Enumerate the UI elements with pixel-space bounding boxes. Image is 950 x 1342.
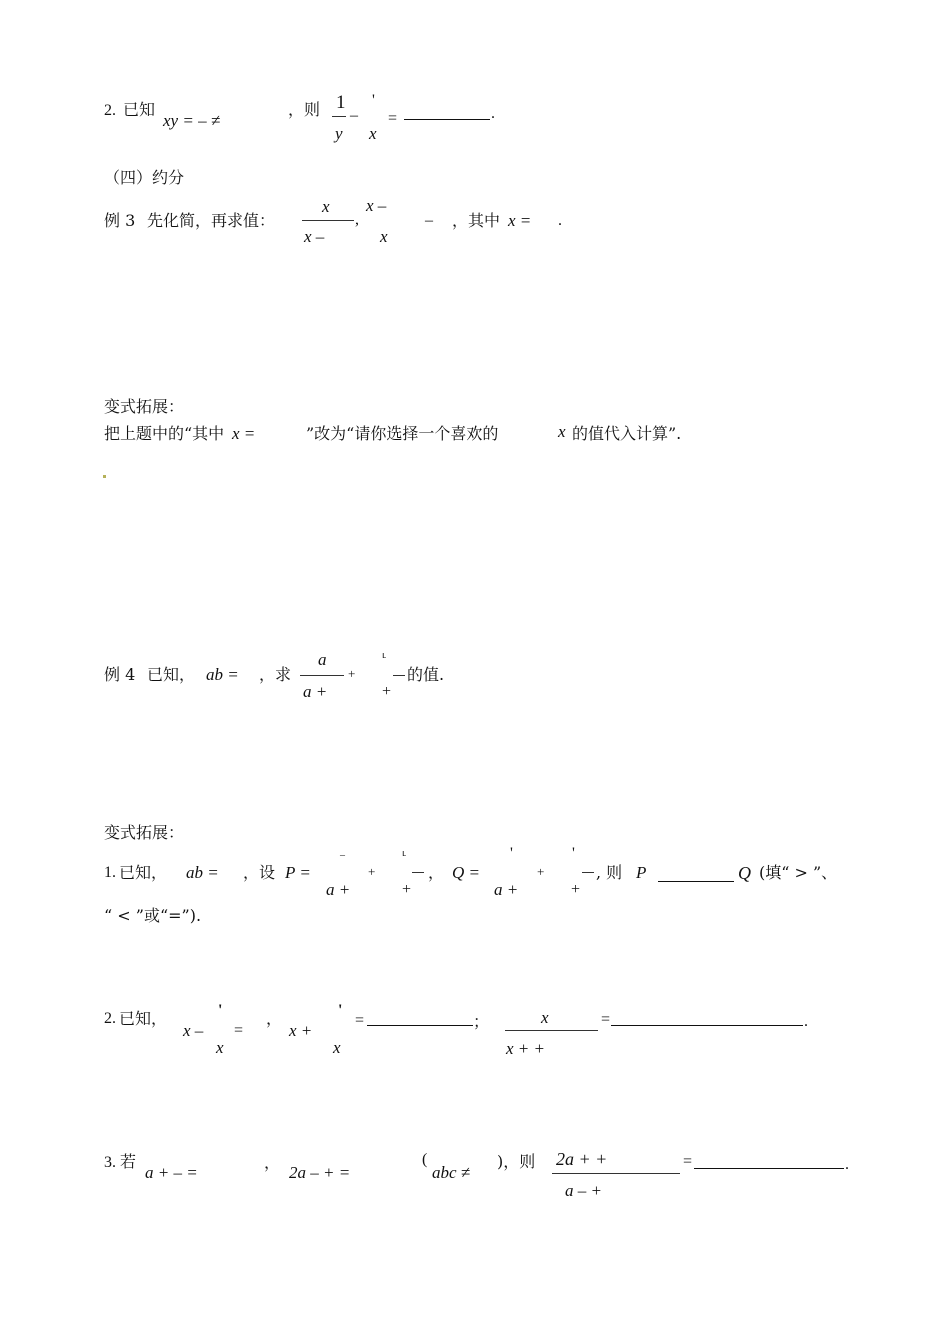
stray-mark [103, 475, 106, 478]
variable-Q: Q = [452, 863, 480, 882]
minus-sign: – [350, 107, 358, 124]
fraction-numerator: ᒻ [402, 849, 407, 863]
answer-blank [658, 881, 734, 882]
semicolon: ； [473, 1012, 490, 1031]
fraction-denominator: a + [303, 682, 328, 701]
fraction-denominator: a + [494, 880, 519, 899]
example-label: 例 4 [104, 665, 136, 684]
fraction-denominator: x – [304, 227, 325, 246]
period: . [804, 1013, 808, 1030]
fraction-denominator: + [402, 881, 412, 898]
fraction-bar [302, 220, 354, 221]
variant-title: 变式拓展： [104, 397, 185, 416]
find-text: ，求 [259, 665, 292, 684]
given-expression: ab = [186, 863, 219, 882]
fraction-bar [552, 1173, 680, 1174]
comma: ， [266, 1009, 283, 1028]
fraction-denominator: x [333, 1038, 341, 1057]
then-text: )，则 [497, 1152, 536, 1171]
plus-sign: + [537, 864, 545, 879]
fraction-denominator: x + + [506, 1039, 545, 1058]
variable-x: x = [508, 211, 532, 230]
fraction-bar [332, 116, 346, 117]
fraction-numerator: a [318, 650, 327, 669]
fraction-bar [582, 872, 594, 873]
fraction-numerator: ' [510, 845, 513, 862]
fraction-denominator: + [382, 683, 392, 700]
period: . [558, 212, 562, 229]
equals-sign: = [234, 1022, 244, 1039]
plus-sign: + [368, 864, 376, 879]
given-expression: xy = – ≠ [163, 111, 221, 130]
given-expression: ab = [206, 665, 239, 684]
example-text: 先化简，再求值： [147, 211, 276, 230]
period: . [491, 105, 495, 122]
problem-lead: 若 [120, 1152, 137, 1171]
fraction-numerator: ' [572, 845, 575, 862]
problem-lead: 已知 [123, 100, 156, 119]
variable-P: P = [285, 863, 311, 882]
answer-blank [367, 1025, 473, 1026]
equals-sign: = [388, 110, 398, 127]
fraction-denominator: + [571, 881, 581, 898]
problem-lead: 已知， [119, 1009, 168, 1028]
variant-title: 变式拓展： [104, 823, 185, 842]
expression: x – [183, 1021, 204, 1040]
fraction-numerator: x [322, 197, 330, 216]
expression: x + [289, 1021, 313, 1040]
answer-blank [611, 1025, 803, 1026]
variable-Q: Q [738, 863, 751, 883]
fraction-bar [412, 872, 424, 873]
problem-number: 1. [104, 864, 116, 881]
fraction-denominator: x [380, 227, 388, 246]
variant-text: 的值代入计算”. [572, 424, 682, 443]
plus-sign: + [348, 666, 356, 681]
equation: 2a – + = [289, 1163, 351, 1182]
answer-blank [694, 1168, 844, 1169]
fraction-bar [505, 1030, 598, 1031]
comma: ， [428, 863, 445, 882]
variable-x: x = [232, 424, 256, 443]
where-text: ，其中 [452, 211, 501, 230]
fraction-bar [300, 675, 344, 676]
tail-text: 的值. [407, 665, 445, 684]
comma: ， [264, 1153, 281, 1172]
set-text: ，设 [243, 863, 276, 882]
minus-sign: – [425, 212, 433, 229]
problem-number: 2. [104, 102, 116, 119]
fraction-numerator: ' [372, 92, 375, 109]
fraction-denominator: y [335, 124, 343, 143]
fraction-numerator: ' [218, 1002, 223, 1019]
fraction-numerator: 1 [336, 92, 346, 113]
example-text: 已知， [147, 665, 196, 684]
fraction-denominator: x [369, 124, 377, 143]
fraction-bar [393, 675, 405, 676]
fraction-denominator: a + [326, 880, 351, 899]
fraction-denominator: a – + [565, 1181, 602, 1200]
fill-instruction: “ < ”或“=”). [104, 906, 202, 925]
separator: , [355, 211, 359, 228]
example-label: 例 3 [104, 211, 136, 230]
then-text: , 则 [596, 863, 623, 882]
answer-blank [404, 119, 490, 120]
fraction-numerator: ' [338, 1002, 343, 1019]
paren-open: ( [422, 1151, 428, 1168]
problem-number: 3. [104, 1154, 116, 1171]
equation: a + – = [145, 1163, 198, 1182]
fraction-numerator: 2a + + [556, 1149, 608, 1169]
period: . [845, 1156, 849, 1173]
fraction-numerator: ᒻ [382, 651, 387, 665]
variant-text: 把上题中的“其中 [104, 424, 225, 443]
fraction-numerator: x [541, 1008, 549, 1027]
problem-number: 2. [104, 1010, 116, 1027]
variable-P: P [636, 863, 647, 882]
fraction-numerator: x – [366, 196, 387, 215]
variant-text: ”改为“请你选择一个喜欢的 [306, 424, 499, 443]
section-title: （四）约分 [104, 168, 185, 187]
problem-lead: 已知， [119, 863, 168, 882]
condition: abc ≠ [432, 1163, 471, 1182]
variable-x: x [558, 422, 566, 441]
equals-sign: = [355, 1012, 365, 1029]
fraction-denominator: x [216, 1038, 224, 1057]
fill-instruction: (填“ > ”、 [759, 863, 838, 882]
fraction-numerator: – [340, 850, 345, 861]
equals-sign: = [601, 1011, 611, 1028]
then-text: ，则 [288, 100, 321, 119]
equals-sign: = [683, 1153, 693, 1170]
